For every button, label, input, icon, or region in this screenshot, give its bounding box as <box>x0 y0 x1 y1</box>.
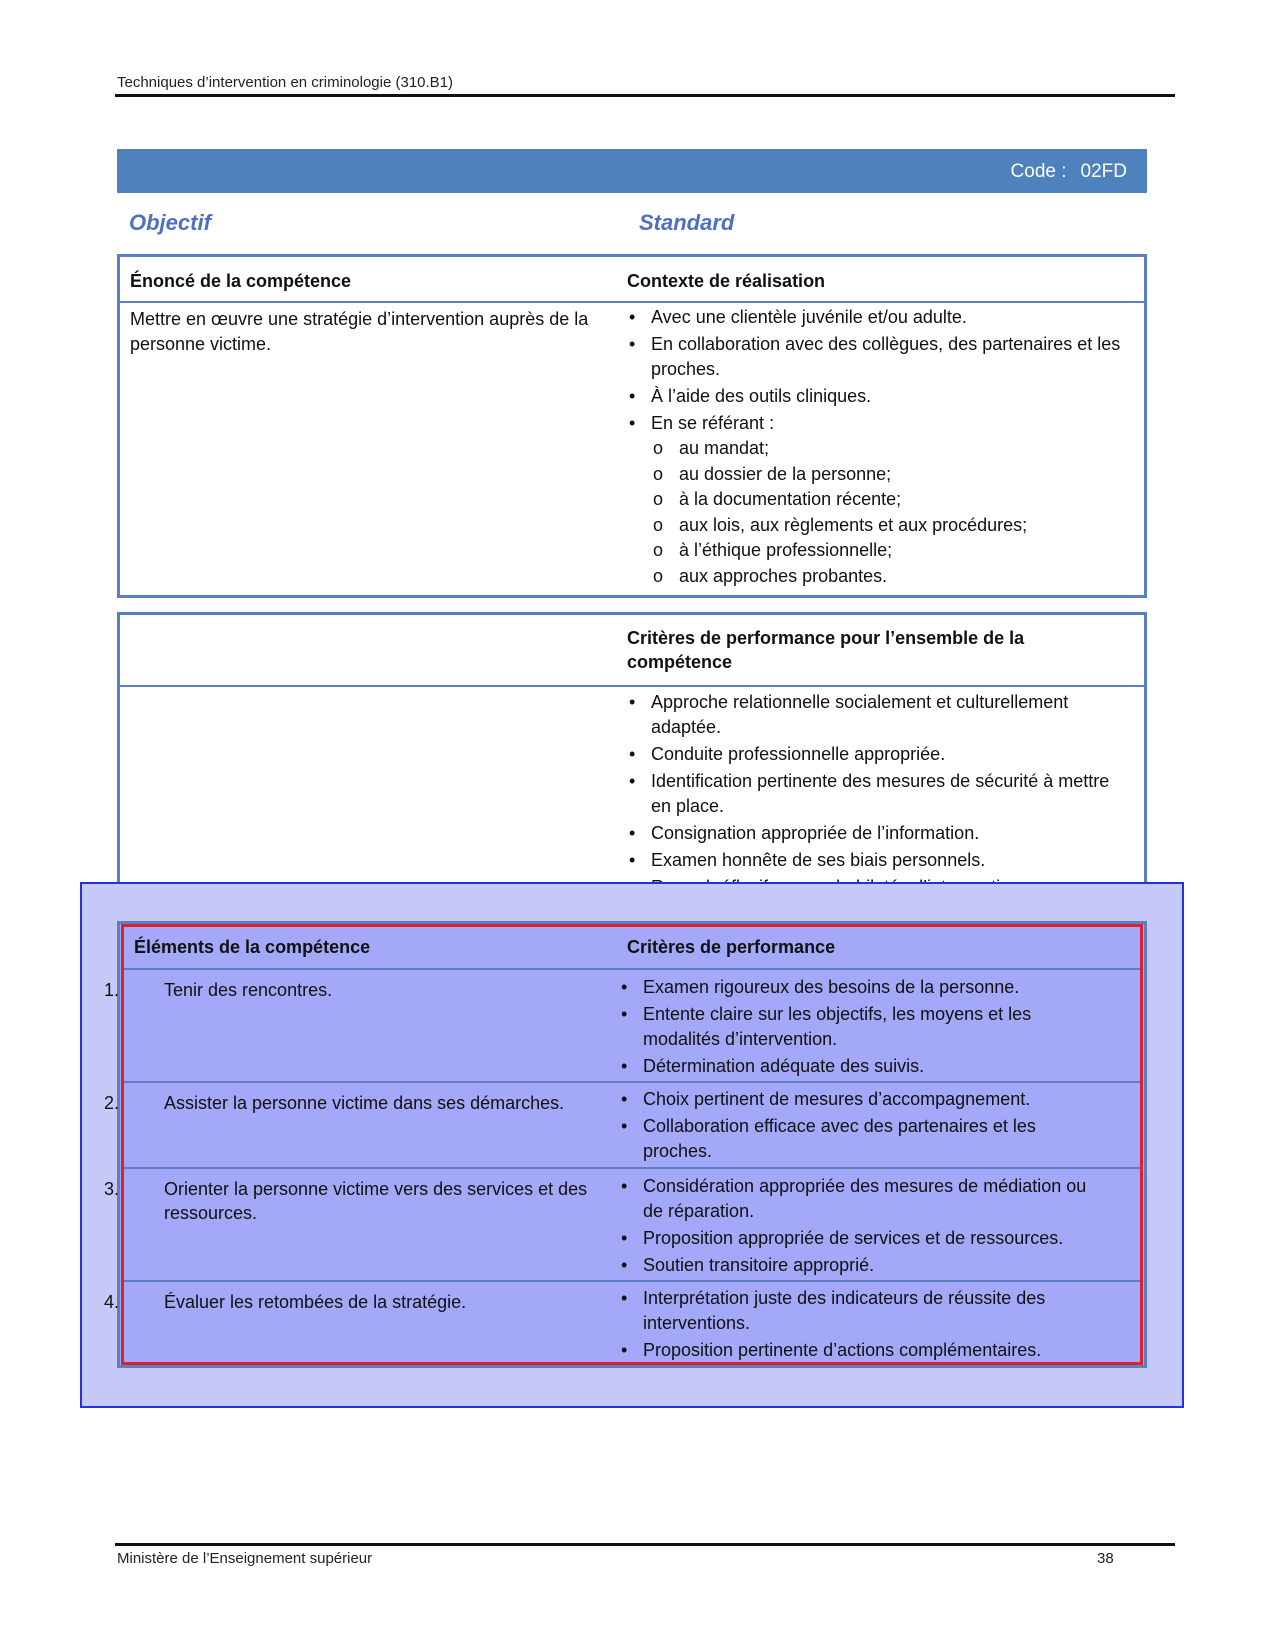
list-item: • Conduite professionnelle appropriée. <box>627 742 1117 767</box>
table-row <box>104 970 1140 1081</box>
competency-code-bar <box>117 149 1147 193</box>
element-text: 4. Évaluer les retombées de la stratégie. <box>104 1292 467 1312</box>
competency-code <box>1011 161 1127 183</box>
elements-header: Éléments de la compétence <box>134 937 371 957</box>
list-item: o au dossier de la personne; <box>651 462 1127 488</box>
element-number: 2. <box>104 1093 120 1113</box>
table-header-row <box>120 257 1144 303</box>
list-item: • Détermination adéquate des suivis. <box>619 1054 1109 1079</box>
table-header-row <box>120 615 1144 687</box>
list-item <box>627 411 1127 589</box>
overall-criteria-header: Critères de performance pour l’ensemble de la compétence <box>627 628 1025 672</box>
list-item: • Choix pertinent de mesures d’accompagnement. <box>619 1087 1109 1112</box>
list-item: o à la documentation récente; <box>651 487 1127 513</box>
table-row <box>104 1167 1140 1282</box>
table-header-row <box>124 927 1140 970</box>
criteria-list <box>619 1286 1109 1365</box>
footer-divider <box>115 1543 1175 1546</box>
list-item: • Examen honnête de ses biais personnels. <box>627 848 1117 873</box>
overall-criteria-list <box>627 690 1117 902</box>
criteria-list <box>619 975 1109 1081</box>
list-item: • Interprétation juste des indicateurs de réussite des interventions. <box>619 1286 1109 1336</box>
document-header-title: Techniques d’intervention en criminologie (310.B1) <box>117 74 454 91</box>
list-item: o aux approches probantes. <box>651 564 1127 590</box>
element-number: 4. <box>104 1292 120 1312</box>
criteria-list <box>619 1087 1109 1166</box>
competency-statement: Mettre en œuvre une stratégie d’intervention auprès de la personne victime. <box>130 309 589 354</box>
context-header: Contexte de réalisation <box>627 271 826 291</box>
footer-ministry: Ministère de l’Enseignement supérieur <box>117 1550 373 1567</box>
section-objectif-title: Objectif <box>129 210 211 235</box>
criteria-list <box>619 1174 1109 1280</box>
list-item: • À l’aide des outils cliniques. <box>627 384 1127 409</box>
page-number: 38 <box>1097 1550 1114 1567</box>
list-item: • Consignation appropriée de l’information. <box>627 821 1117 846</box>
table-row <box>104 1280 1140 1364</box>
list-item: • Avec une clientèle juvénile et/ou adulte. <box>627 305 1127 330</box>
competency-statement-table <box>117 254 1147 598</box>
list-item-label: En se référant : <box>651 413 775 433</box>
context-list <box>627 305 1127 591</box>
list-item: • Approche relationnelle socialement et culturellement adaptée. <box>627 690 1117 740</box>
overall-criteria-table <box>117 612 1147 905</box>
code-label: Code : <box>1010 161 1067 182</box>
list-item: • Entente claire sur les objectifs, les moyens et les modalités d’intervention. <box>619 1002 1109 1052</box>
header-divider <box>115 94 1175 97</box>
list-item: • En collaboration avec des collègues, des partenaires et les proches. <box>627 332 1127 382</box>
list-item: o aux lois, aux règlements et aux procédures; <box>651 513 1127 539</box>
statement-header: Énoncé de la compétence <box>130 271 352 291</box>
element-text: 3. Orienter la personne victime vers des services et des ressources. <box>104 1179 588 1223</box>
element-number: 1. <box>104 980 120 1000</box>
table-row <box>104 1081 1140 1169</box>
code-value: 02FD <box>1080 161 1127 182</box>
section-standard-title: Standard <box>639 210 735 235</box>
list-item: • Examen rigoureux des besoins de la personne. <box>619 975 1109 1000</box>
list-item: • Considération appropriée des mesures de médiation ou de réparation. <box>619 1174 1109 1224</box>
list-item: • Proposition appropriée de services et de ressources. <box>619 1226 1109 1251</box>
criteria-header: Critères de performance <box>627 937 836 957</box>
element-text: 1. Tenir des rencontres. <box>104 980 333 1000</box>
reference-sublist <box>627 436 1127 589</box>
list-item: • Proposition pertinente d’actions complémentaires. <box>619 1338 1109 1363</box>
list-item: o à l’éthique professionnelle; <box>651 538 1127 564</box>
list-item: • Collaboration efficace avec des partenaires et les proches. <box>619 1114 1109 1164</box>
element-text: 2. Assister la personne victime dans ses démarches. <box>104 1093 565 1113</box>
element-number: 3. <box>104 1179 120 1199</box>
list-item: • Soutien transitoire approprié. <box>619 1253 1109 1278</box>
list-item: o au mandat; <box>651 436 1127 462</box>
elements-table-content <box>104 924 1143 1365</box>
list-item: • Identification pertinente des mesures de sécurité à mettre en place. <box>627 769 1117 819</box>
